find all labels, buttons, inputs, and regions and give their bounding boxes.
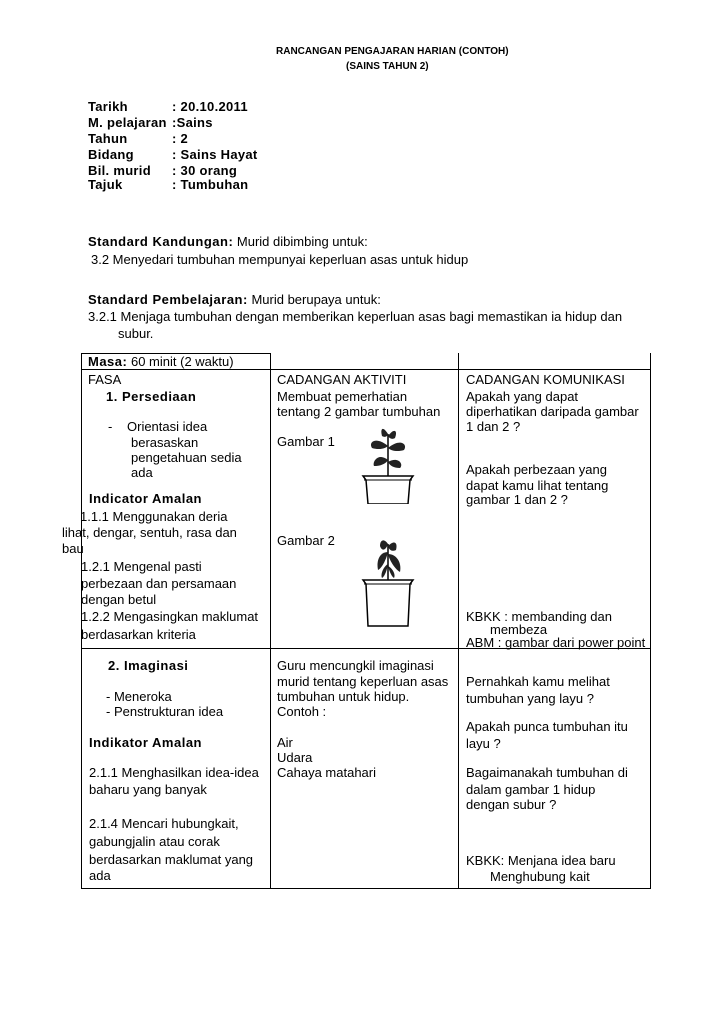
komunikasi2-3-line-2: dalam gambar 1 hidup	[466, 782, 596, 797]
phase-imaginasi: 2. Imaginasi	[108, 658, 189, 673]
col-divider-1	[270, 353, 271, 889]
indicator-2-line-1: 1.2.1 Mengenal pasti	[81, 559, 202, 574]
dash-bullet: -	[108, 419, 113, 434]
indicator-214-line-2: gabungjalin atau corak	[89, 834, 220, 849]
sub-line-3: pengetahuan sedia	[131, 450, 242, 465]
komunikasi-2-line-1: Apakah perbezaan yang	[466, 462, 607, 477]
komunikasi-2-line-2: dapat kamu lihat tentang	[466, 478, 609, 493]
komunikasi-1-line-3: 1 dan 2 ?	[466, 419, 521, 434]
indicator-214-line-3: berdasarkan maklumat yang	[89, 852, 254, 867]
standard-pembelajaran-label: Standard Pembelajaran:	[88, 292, 248, 307]
sub-penstrukturan: - Penstrukturan idea	[106, 704, 224, 719]
komunikasi-2-line-3: gambar 1 dan 2 ?	[466, 492, 568, 507]
doc-title: RANCANGAN PENGAJARAN HARIAN (CONTOH)	[276, 46, 509, 57]
indicator-3-line-1: 1.2.2 Mengasingkan maklumat	[81, 609, 259, 624]
gambar-2-label: Gambar 2	[277, 533, 335, 548]
indicator-title-2: Indikator Amalan	[89, 735, 202, 750]
activity-line-2: tentang 2 gambar tumbuhan	[277, 404, 441, 419]
info-value-pelajaran: :Sains	[172, 115, 213, 130]
activity2-line-3: tumbuhan untuk hidup.	[277, 689, 410, 704]
indicator-2-line-2: perbezaan dan persamaan	[81, 576, 237, 591]
komunikasi2-1-line-2: tumbuhan yang layu ?	[466, 691, 594, 706]
info-value-murid: : 30 orang	[172, 163, 238, 178]
kbkk-1: KBKK : membanding dan	[466, 609, 612, 624]
standard-kandungan-label: Standard Kandungan:	[88, 234, 234, 249]
header-fasa: FASA	[88, 372, 122, 387]
header-aktiviti: CADANGAN AKTIVITI	[277, 372, 407, 387]
indicator-3-line-2: berdasarkan kriteria	[81, 627, 196, 642]
gambar-1-label: Gambar 1	[277, 434, 335, 449]
info-value-tahun: : 2	[172, 131, 189, 146]
example-air: Air	[277, 735, 293, 750]
standard-kandungan	[88, 234, 368, 249]
table-top-border	[81, 369, 651, 370]
komunikasi2-1-line-1: Pernahkah kamu melihat	[466, 674, 610, 689]
indicator-214-line-1: 2.1.4 Mencari hubungkait,	[89, 816, 239, 831]
masa-row	[88, 354, 234, 369]
table-bottom-border	[81, 888, 651, 889]
komunikasi2-3-line-1: Bagaimanakah tumbuhan di	[466, 765, 628, 780]
standard-pembelajaran	[88, 292, 381, 307]
sub-meneroka: - Meneroka	[106, 689, 172, 704]
activity2-line-1: Guru mencungkil imaginasi	[277, 658, 434, 673]
info-value-bidang: : Sains Hayat	[172, 147, 258, 162]
komunikasi-1-line-2: diperhatikan daripada gambar	[466, 404, 639, 419]
activity-line-1: Membuat pemerhatian	[277, 389, 408, 404]
standard-pembelajaran-item-cont: subur.	[118, 326, 154, 341]
sub-line-1: Orientasi idea	[127, 419, 208, 434]
standard-kandungan-item: 3.2 Menyedari tumbuhan mempunyai keperluan asas untuk hidup	[91, 252, 469, 267]
healthy-plant-icon	[358, 424, 418, 504]
komunikasi2-3-line-3: dengan subur ?	[466, 797, 557, 812]
masa-label: Masa:	[88, 354, 128, 369]
example-cahaya: Cahaya matahari	[277, 765, 376, 780]
komunikasi2-2-line-2: layu ?	[466, 736, 501, 751]
info-label-murid: Bil. murid	[88, 163, 151, 178]
activity2-line-4: Contoh :	[277, 704, 327, 719]
indicator-1-line-3: bau	[62, 541, 84, 556]
info-label-pelajaran: M. pelajaran	[88, 115, 167, 130]
masa-value: 60 minit (2 waktu)	[130, 354, 234, 369]
phase-persediaan: 1. Persediaan	[106, 389, 197, 404]
info-label-tarikh: Tarikh	[88, 99, 128, 114]
komunikasi-1-line-1: Apakah yang dapat	[466, 389, 579, 404]
masa-cell-top-border	[81, 353, 270, 354]
kbkk-2: KBKK: Menjana idea baru	[466, 853, 616, 868]
sub-line-2: berasaskan	[131, 435, 199, 450]
indicator-1-line-2: lihat, dengar, sentuh, rasa dan	[62, 525, 237, 540]
standard-pembelajaran-item: 3.2.1 Menjaga tumbuhan dengan memberikan keperluan asas bagi memastikan ia hidup dan	[88, 309, 623, 324]
doc-subtitle: (SAINS TAHUN 2)	[346, 61, 429, 72]
indicator-2-line-3: dengan betul	[81, 592, 157, 607]
info-label-tahun: Tahun	[88, 131, 128, 146]
table-right-border	[650, 353, 651, 889]
info-value-tarikh: : 20.10.2011	[172, 99, 248, 114]
activity2-line-2: murid tentang keperluan asas	[277, 674, 449, 689]
col-divider-2	[458, 353, 459, 889]
indicator-1-line-1: 1.1.1 Menggunakan deria	[80, 509, 228, 524]
komunikasi2-2-line-1: Apakah punca tumbuhan itu	[466, 719, 628, 734]
kbkk-1-cont: membeza	[490, 622, 548, 637]
header-komunikasi: CADANGAN KOMUNIKASI	[466, 372, 625, 387]
indicator-title-1: Indicator Amalan	[89, 491, 202, 506]
sub-line-4: ada	[131, 465, 153, 480]
standard-kandungan-text: Murid dibimbing untuk:	[236, 234, 368, 249]
info-label-tajuk: Tajuk	[88, 177, 123, 192]
info-label-bidang: Bidang	[88, 147, 134, 162]
indicator-214-line-4: ada	[89, 868, 111, 883]
abm-note: ABM : gambar dari power point	[466, 635, 646, 650]
info-value-tajuk: : Tumbuhan	[172, 177, 249, 192]
indicator-211-line-2: baharu yang banyak	[89, 782, 207, 797]
wilted-plant-icon	[358, 538, 418, 628]
example-udara: Udara	[277, 750, 313, 765]
indicator-211-line-1: 2.1.1 Menghasilkan idea-idea	[89, 765, 259, 780]
kbkk-2-cont: Menghubung kait	[490, 869, 590, 884]
standard-pembelajaran-text: Murid berupaya untuk:	[251, 292, 381, 307]
